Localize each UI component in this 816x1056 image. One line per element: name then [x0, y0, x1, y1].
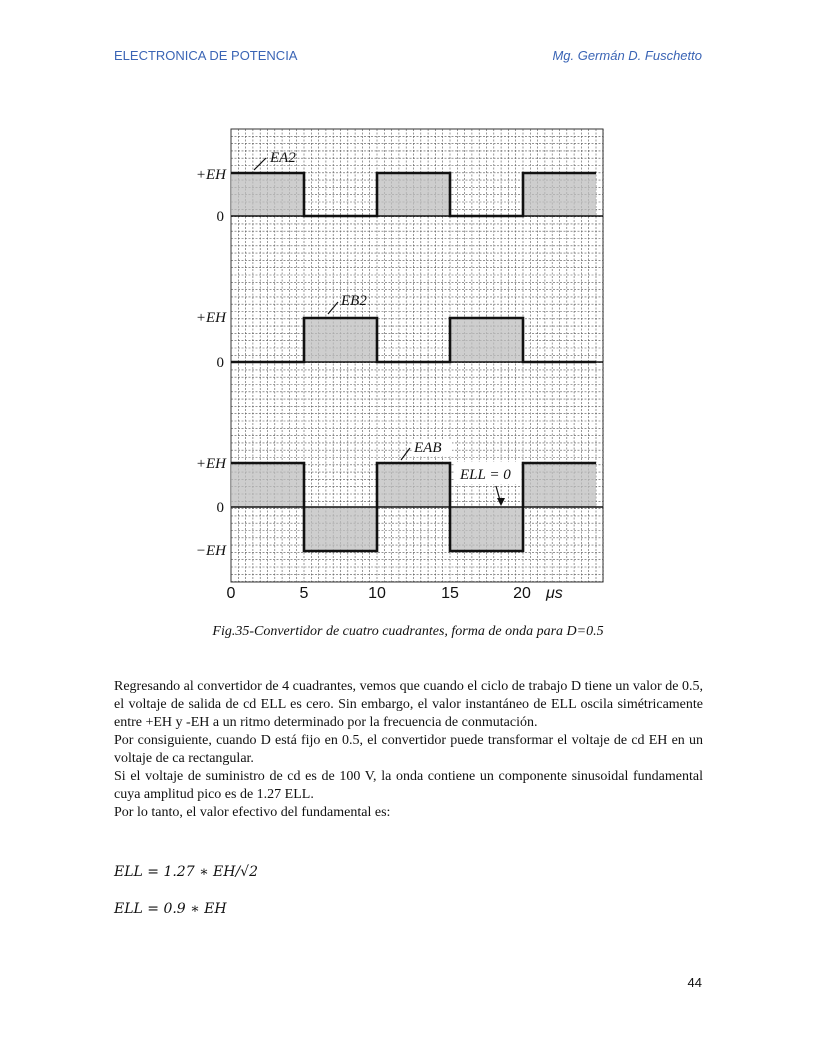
- waveform-area: [450, 507, 523, 551]
- waveform-figure: [186, 118, 626, 608]
- waveform-area: [231, 463, 304, 507]
- body-text: [114, 678, 703, 822]
- panel-c-top-label: +EH: [195, 456, 226, 472]
- paragraph: Por consiguiente, cuando D está fijo en 0.5, el convertidor puede transformar el voltaje de cd EH en un voltaje de ca rectangular.: [114, 733, 703, 766]
- waveform-area: [377, 463, 450, 507]
- waveform-area: [450, 318, 523, 362]
- waveform-area: [377, 173, 450, 216]
- header-right: Mg. Germán D. Fuschetto: [552, 48, 702, 63]
- panel-c-annotation-2-arrowhead: [497, 498, 505, 506]
- panel-a-zero-label: 0: [216, 209, 224, 225]
- waveform-area: [523, 463, 596, 507]
- paragraph: Regresando al convertidor de 4 cuadrantes, vemos que cuando el ciclo de trabajo D tiene un valor de 0.5, el voltaje de salida de cd ELL es cero. Sin embargo, el valor instantáneo de ELL oscila simétricamente entre +EH y -EH a un ritmo determinado por la frecuencia de conmutación.: [114, 679, 703, 730]
- figure-caption: Fig.35-Convertidor de cuatro cuadrantes, forma de onda para D=0.5: [212, 624, 604, 639]
- paragraph: Por lo tanto, el valor efectivo del fundamental es:: [114, 805, 391, 820]
- panel-c-bottom-label: −EH: [195, 543, 226, 559]
- waveform-area: [523, 173, 596, 216]
- panel-c-annotation: EAB: [414, 440, 442, 456]
- header-left: ELECTRONICA DE POTENCIA: [114, 48, 298, 63]
- x-tick-20: 20: [513, 585, 531, 602]
- x-tick-0: 0: [226, 585, 236, 602]
- waveform-area: [304, 318, 377, 362]
- waveform-area: [231, 173, 304, 216]
- x-tick-10: 10: [368, 585, 386, 602]
- panel-b-annotation: EB2: [341, 293, 367, 309]
- panel-b-top-label: +EH: [195, 310, 226, 326]
- equation-2: ELL = 0.9 ∗ EH: [114, 901, 227, 917]
- waveform-area: [304, 507, 377, 551]
- x-tick-15: 15: [441, 585, 459, 602]
- panel-b-zero-label: 0: [216, 355, 224, 371]
- page-number: 44: [687, 975, 702, 990]
- panel-c-zero-label: 0: [216, 500, 224, 516]
- x-unit: μs: [546, 585, 563, 602]
- panel-c-annotation-2: ELL = 0: [460, 467, 511, 483]
- paragraph: Si el voltaje de suministro de cd es de 100 V, la onda contiene un componente sinusoidal fundamental cuya amplitud pico es de 1.27 ELL.: [114, 769, 703, 802]
- panel-a-top-label: +EH: [195, 167, 226, 183]
- x-tick-5: 5: [299, 585, 309, 602]
- equation-1: ELL = 1.27 ∗ EH/√2: [114, 864, 259, 880]
- panel-c-annotation-arrow: [401, 448, 410, 460]
- panel-a-annotation: EA2: [270, 150, 296, 166]
